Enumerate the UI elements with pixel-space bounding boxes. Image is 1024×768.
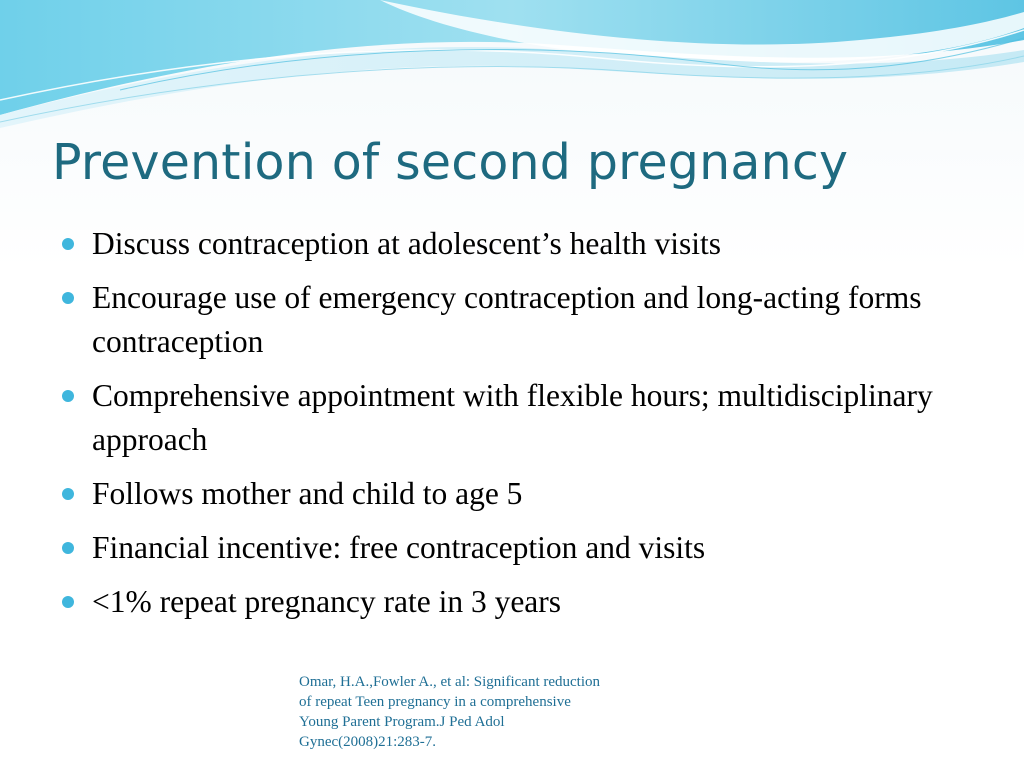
bullet-item [60,526,960,570]
bullet-dot-icon [62,488,74,500]
bullet-text: Financial incentive: free contraception and visits [92,530,706,565]
citation-line: of repeat Teen pregnancy in a comprehensive [299,694,571,710]
header-wave-decoration [0,0,1024,130]
bullet-text: Follows mother and child to age 5 [92,476,523,511]
bullet-item [60,222,960,266]
bullet-item [60,276,960,364]
slide-title: Prevention of second pregnancy [52,134,849,191]
citation [299,672,679,752]
citation-line: Gynec(2008)21:283-7. [299,734,437,750]
bullet-dot-icon [62,238,74,250]
bullet-text: Encourage use of emergency contraception and long-acting forms contraception [92,280,922,359]
citation-line: Omar, H.A.,Fowler A., et al: Significant reduction [299,674,601,690]
bullet-item [60,472,960,516]
bullet-text: Discuss contraception at adolescent’s health visits [92,226,721,261]
bullet-item [60,580,960,624]
bullet-text: Comprehensive appointment with flexible hours; multidisciplinary approach [92,378,933,457]
bullet-dot-icon [62,390,74,402]
citation-line: Young Parent Program.J Ped Adol [299,714,505,730]
bullet-text: <1% repeat pregnancy rate in 3 years [92,584,562,619]
bullet-list [60,222,960,634]
bullet-dot-icon [62,542,74,554]
bullet-dot-icon [62,596,74,608]
bullet-dot-icon [62,292,74,304]
bullet-item [60,374,960,462]
